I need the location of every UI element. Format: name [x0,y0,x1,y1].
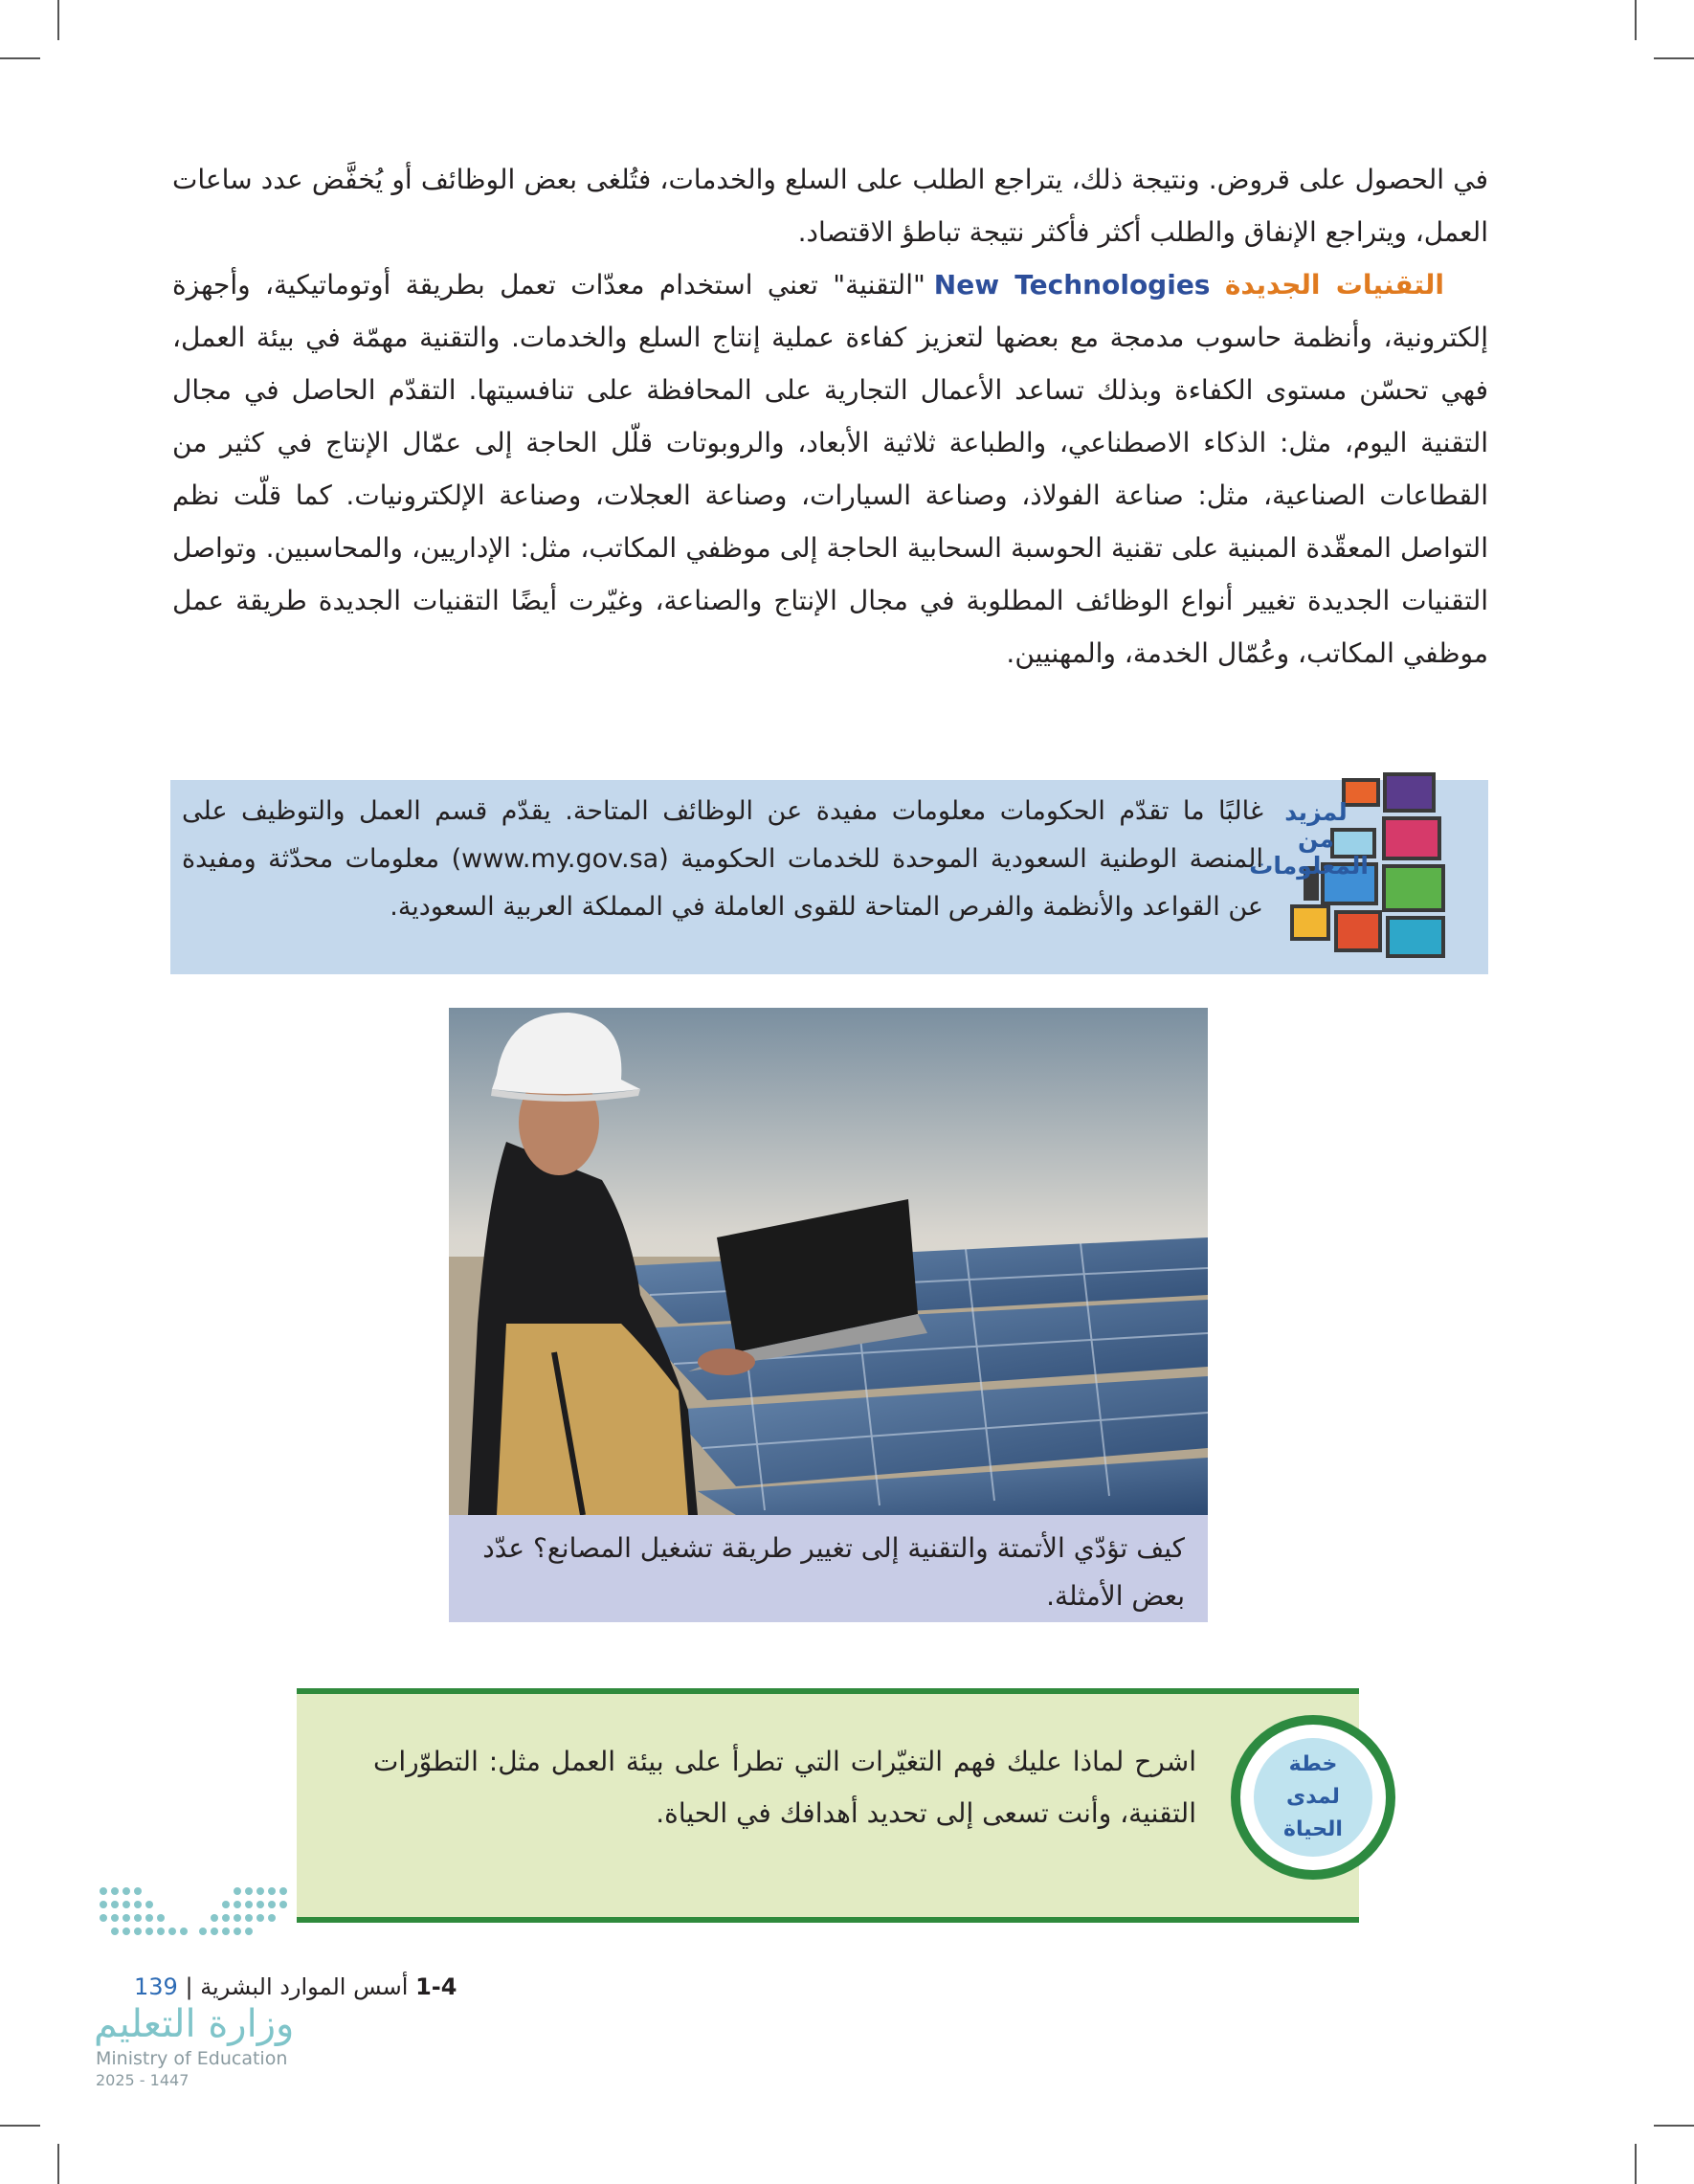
more-info-title-line2: المعلومات [1249,852,1369,880]
crop-mark [1654,2125,1694,2127]
life-plan-badge-blob [1254,1738,1372,1857]
life-plan-title-line1: خطة لمدى [1286,1752,1340,1809]
life-plan-badge [1231,1715,1395,1880]
life-plan-box [297,1688,1359,1923]
footer-separator: | [185,1973,193,2000]
more-info-box [170,780,1488,974]
life-plan-badge-inner [1240,1725,1386,1870]
edition-year: 2025 - 1447 [96,2071,189,2089]
term-arabic: التقنيات الجديدة [1224,269,1444,301]
ministry-logo-dots-icon [94,1883,304,1960]
life-plan-title [1260,1749,1366,1846]
more-info-title-line1: لمزيد من [1284,798,1348,853]
more-info-text: غالبًا ما تقدّم الحكومات معلومات مفيدة عن الوظائف المتاحة. يقدّم قسم العمل والتوظيف على المنصة الوطنية السعودية الموحدة للخدمات الحكومية (www.my.gov.sa) معلومات محدّثة ومفيدة عن القواعد والأنظمة والفرص المتاحة للقوى العاملة في المملكة العربية السعودية. [182,796,1263,922]
body-text [172,153,1488,680]
page-footer [134,1973,457,2000]
unit-number: 1-4 [415,1973,457,2000]
paragraph-new-technologies [172,258,1488,680]
more-info-title [1249,798,1369,880]
engineer-solar-illustration [449,1008,1208,1515]
ministry-name-english: Ministry of Education [96,2048,288,2069]
crop-mark [0,2125,40,2127]
book-title: أسس الموارد البشرية [200,1973,409,2000]
paragraph-new-technologies-text: "التقنية" تعني استخدام معدّات تعمل بطريقة أوتوماتيكية، وأجهزة إلكترونية، وأنظمة حاسوب مدمجة مع بعضها لتعزيز كفاءة عملية إنتاج السلع والخدمات. والتقنية مهمّة في بيئة العمل، فهي تحسّن مستوى الكفاءة وبذلك تساعد الأعمال التجارية على المحافظة على تنافسيتها. التقدّم الحاصل في مجال التقنية اليوم، مثل: الذكاء الاصطناعي، والطباعة ثلاثية الأبعاد، والروبوتات قلّل الحاجة إلى عمّال الإنتاج في كثير من القطاعات الصناعية، مثل: صناعة الفولاذ، وصناعة السيارات، وصناعة العجلات، وصناعة الإلكترونيات. كما قلّت نظم التواصل المعقّدة المبنية على تقنية الحوسبة السحابية الحاجة إلى موظفي المكاتب، مثل: الإداريين، والمحاسبين. وتواصل التقنيات الجديدة تغيير أنواع الوظائف المطلوبة في مجال الإنتاج والصناعة، وغيّرت أيضًا التقنيات الجديدة طريقة عمل موظفي المكاتب، وعُمّال الخدمة، والمهنيين. [172,269,1488,669]
paragraph-economy: في الحصول على قروض. ونتيجة ذلك، يتراجع الطلب على السلع والخدمات، فتُلغى بعض الوظائف أو يُخفَّض عدد ساعات العمل، ويتراجع الإنفاق والطلب أكثر فأكثر نتيجة تباطؤ الاقتصاد. [172,164,1488,248]
life-plan-title-line2: الحياة [1283,1817,1343,1841]
crop-mark [0,57,40,59]
engineer-solar-photo [449,1008,1208,1515]
crop-mark [1635,2144,1637,2184]
crop-mark [1635,0,1637,40]
life-plan-text: اشرح لماذا عليك فهم التغيّرات التي تطرأ على بيئة العمل مثل: التطوّرات التقنية، وأنت تسعى إلى تحديد أهدافك في الحياة. [373,1746,1196,1829]
photo-caption: كيف تؤدّي الأتمتة والتقنية إلى تغيير طريقة تشغيل المصانع؟ عدّد بعض الأمثلة. [449,1515,1208,1622]
ministry-name-arabic: وزارة التعليم [94,2002,295,2046]
page-number: 139 [134,1973,178,2000]
crop-mark [57,0,59,40]
term-english: New Technologies [933,269,1211,301]
crop-mark [1654,57,1694,59]
crop-mark [57,2144,59,2184]
